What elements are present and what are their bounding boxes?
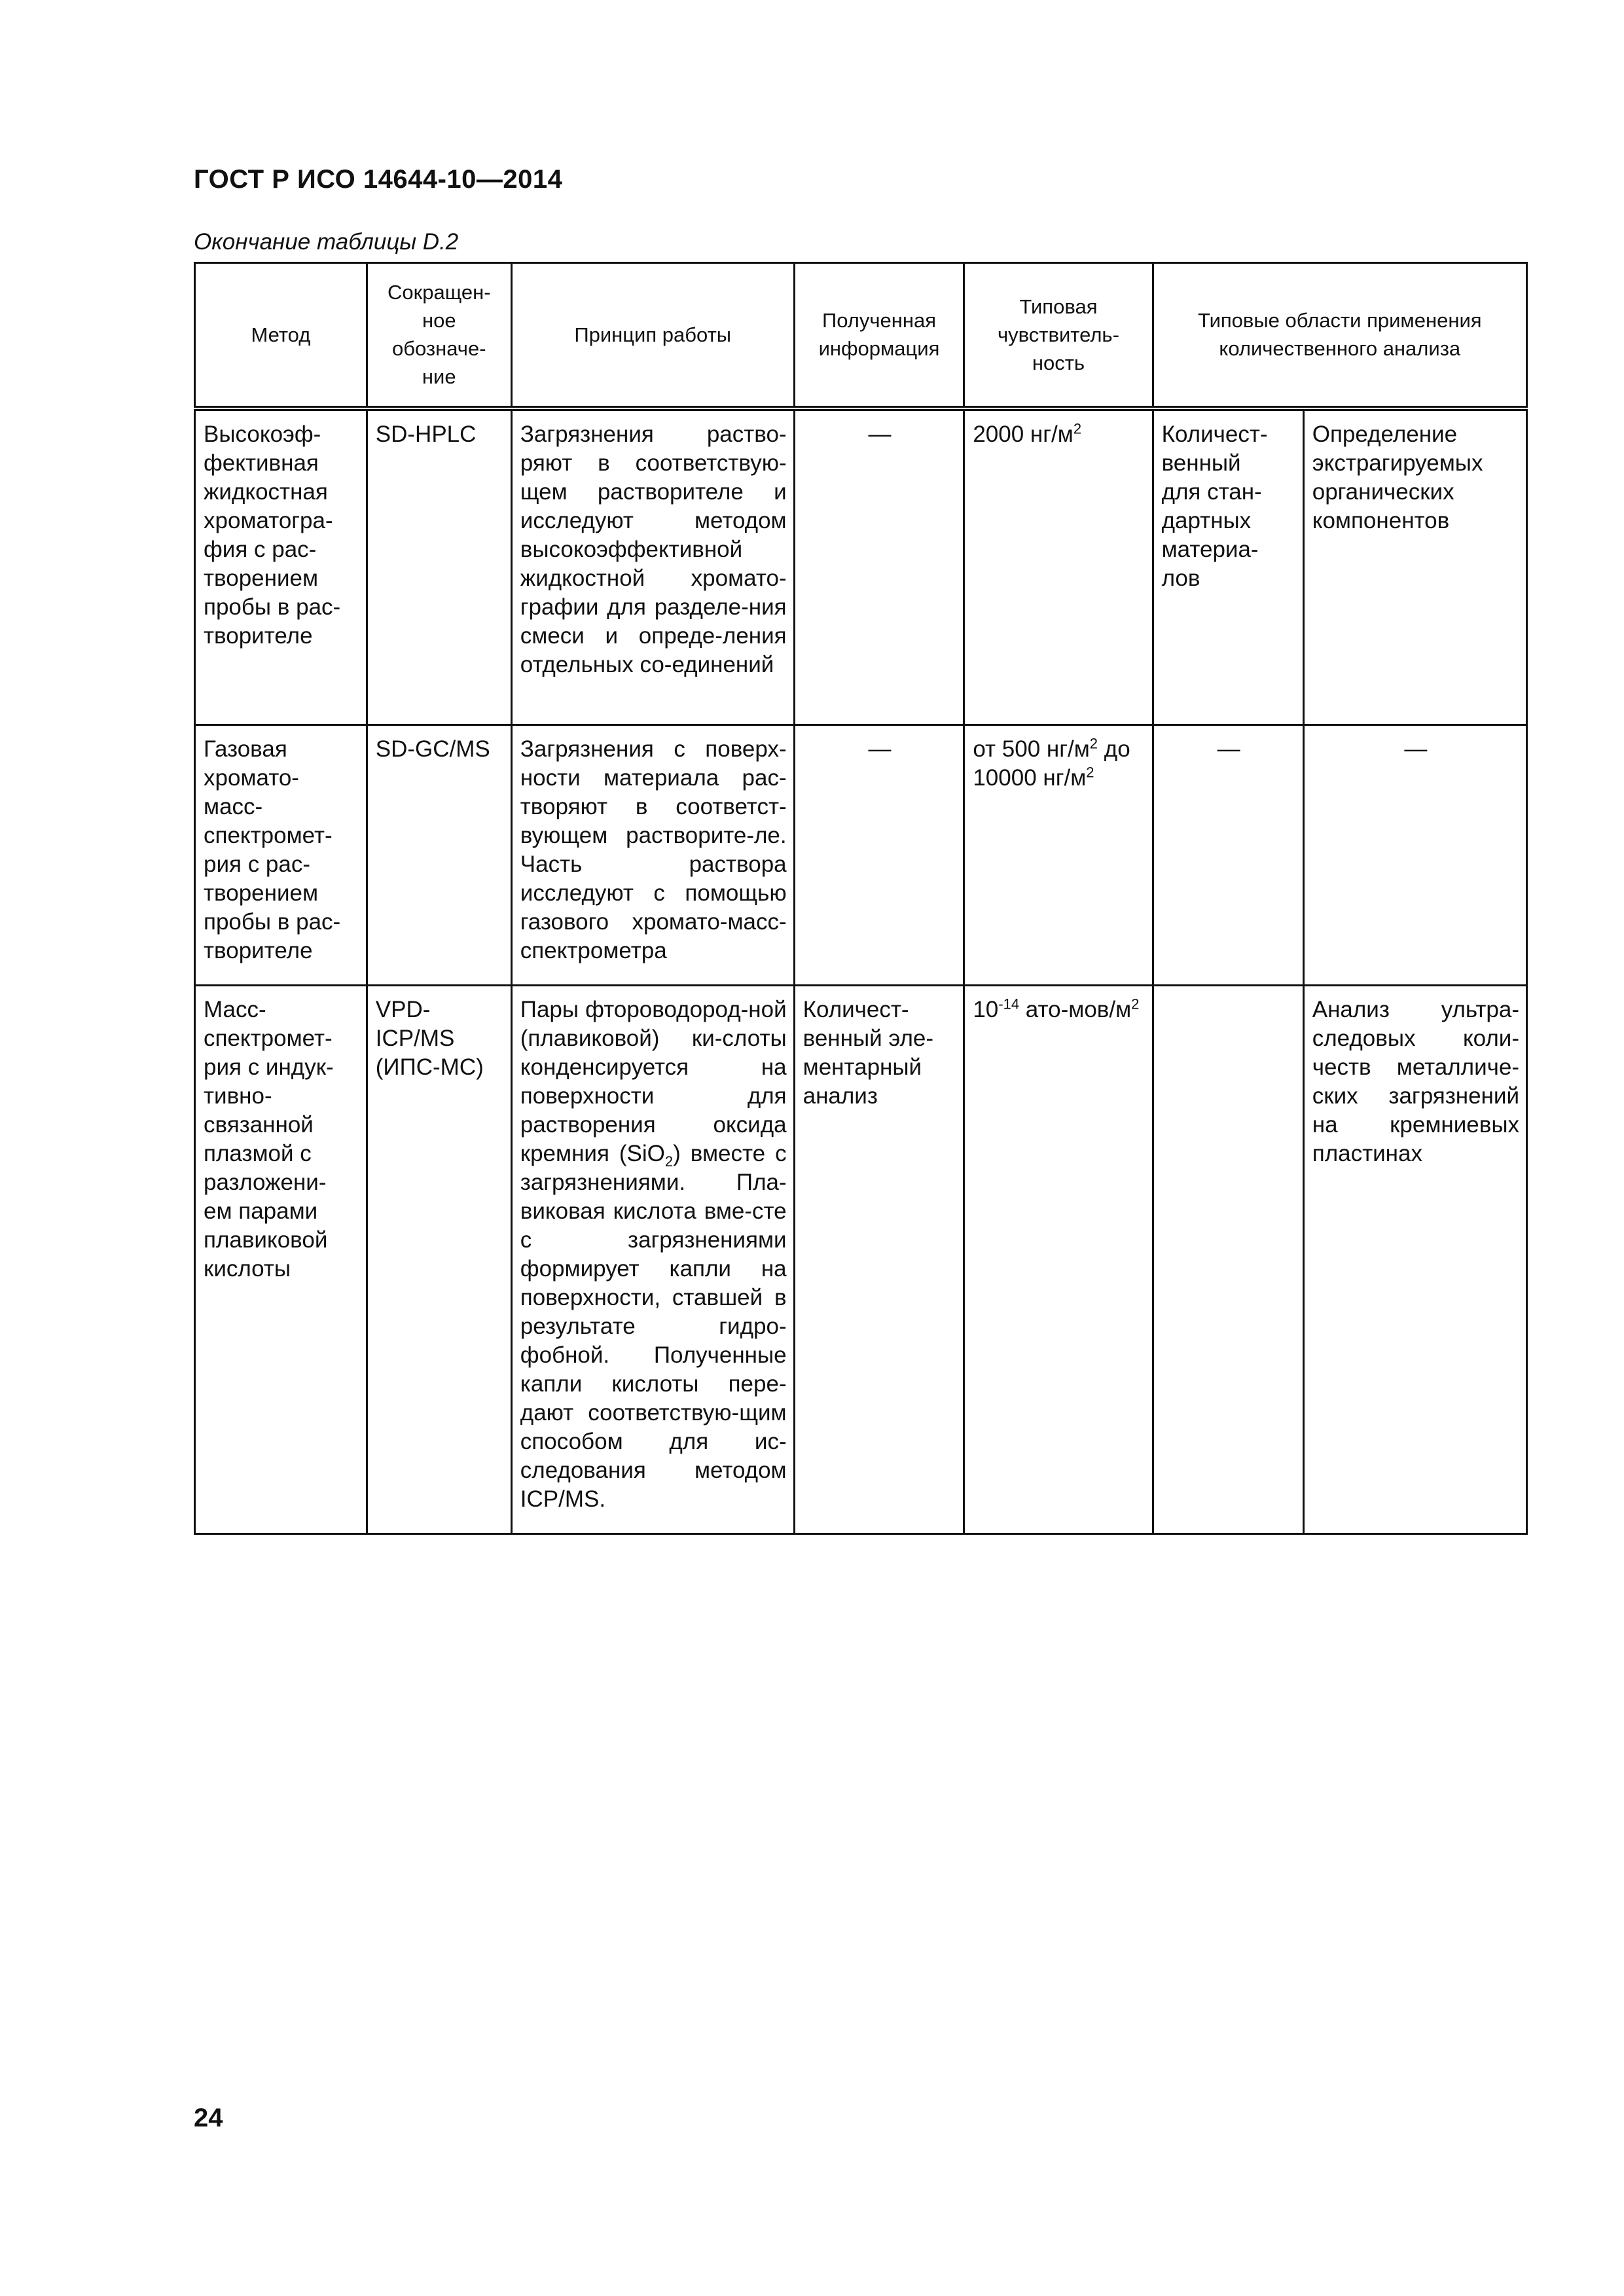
header-principle: Принцип работы <box>511 263 794 408</box>
cell-sensitivity: $10^{-14}$ ато-$мов/м^2$ <box>964 986 1153 1534</box>
header-applications: Типовые области применения количественного анализа <box>1153 263 1526 408</box>
table-row <box>195 725 1527 986</box>
table-row <box>195 408 1527 725</box>
methods-table <box>194 262 1528 1535</box>
cell-application-type <box>1153 986 1303 1534</box>
cell-abbreviation: SD-HPLC <box>367 408 511 725</box>
cell-information: — <box>794 408 964 725</box>
table-header-row <box>195 263 1527 408</box>
cell-method: Газовая хромато- масс- спектромет- рия с рас- творением пробы в рас- творителе <box>195 725 367 986</box>
cell-sensitivity: от 500 $нг/м^2$ до 10000 $нг/м^2$ <box>964 725 1153 986</box>
table-caption: Окончание таблицы D.2 <box>194 229 459 255</box>
cell-abbreviation: VPD- ICP/MS (ИПС-МС) <box>367 986 511 1534</box>
cell-information: — <box>794 725 964 986</box>
cell-method: Масс- спектромет- рия с индук- тивно- связанной плазмой с разложени- ем парами плавиковой кислоты <box>195 986 367 1534</box>
cell-application-type: Количест- венный для стан- дартных материа- лов <box>1153 408 1303 725</box>
header-sensitivity: Типовая чувствитель- ность <box>964 263 1153 408</box>
header-abbreviation: Сокращен- ное обозначе- ние <box>367 263 511 408</box>
cell-abbreviation: SD-GC/MS <box>367 725 511 986</box>
page-number: 24 <box>194 2104 223 2132</box>
cell-principle: Загрязнения раство-ряют в соответствую-щем растворителе и исследуют методом высокоэффективной жидкостной хромато-графии для разделе-ния смеси и опреде-ления отдельных со-единений <box>511 408 794 725</box>
cell-sensitivity: 2000 $нг/м^2$ <box>964 408 1153 725</box>
cell-method: Высокоэф- фективная жидкостная хроматогра- фия с рас- творением пробы в рас- творителе <box>195 408 367 725</box>
cell-principle: Загрязнения с поверх-ности материала рас-творяют в соответст-вующем растворите-ле. Часть раствора исследуют с помощью газового хромато-масс-спектрометра <box>511 725 794 986</box>
cell-application-area: — <box>1303 725 1526 986</box>
header-information: Полученная информация <box>794 263 964 408</box>
cell-application-area: Анализ ультра-следовых коли-честв металличе-ских загрязнений на кремниевых пластинах <box>1303 986 1526 1534</box>
cell-application-area: Определение экстрагируемых органических компонентов <box>1303 408 1526 725</box>
cell-information: Количест- венный эле- ментарный анализ <box>794 986 964 1534</box>
document-title: ГОСТ Р ИСО 14644-10—2014 <box>194 165 563 194</box>
header-method: Метод <box>195 263 367 408</box>
cell-principle: Пары фтороводород-ной (плавиковой) ки-слоты конденсируется на поверхности для растворения оксида кремния (SiO$_2$) вместе с загрязнениями. Пла-виковая кислота вме-сте с загрязнениями формирует капли на поверхности, ставшей в результате гидро-фобной. Полученные капли кислоты пере-дают соответствую-щим способом для ис-следования методом ICP/MS. <box>511 986 794 1534</box>
cell-application-type: — <box>1153 725 1303 986</box>
table-row <box>195 986 1527 1534</box>
